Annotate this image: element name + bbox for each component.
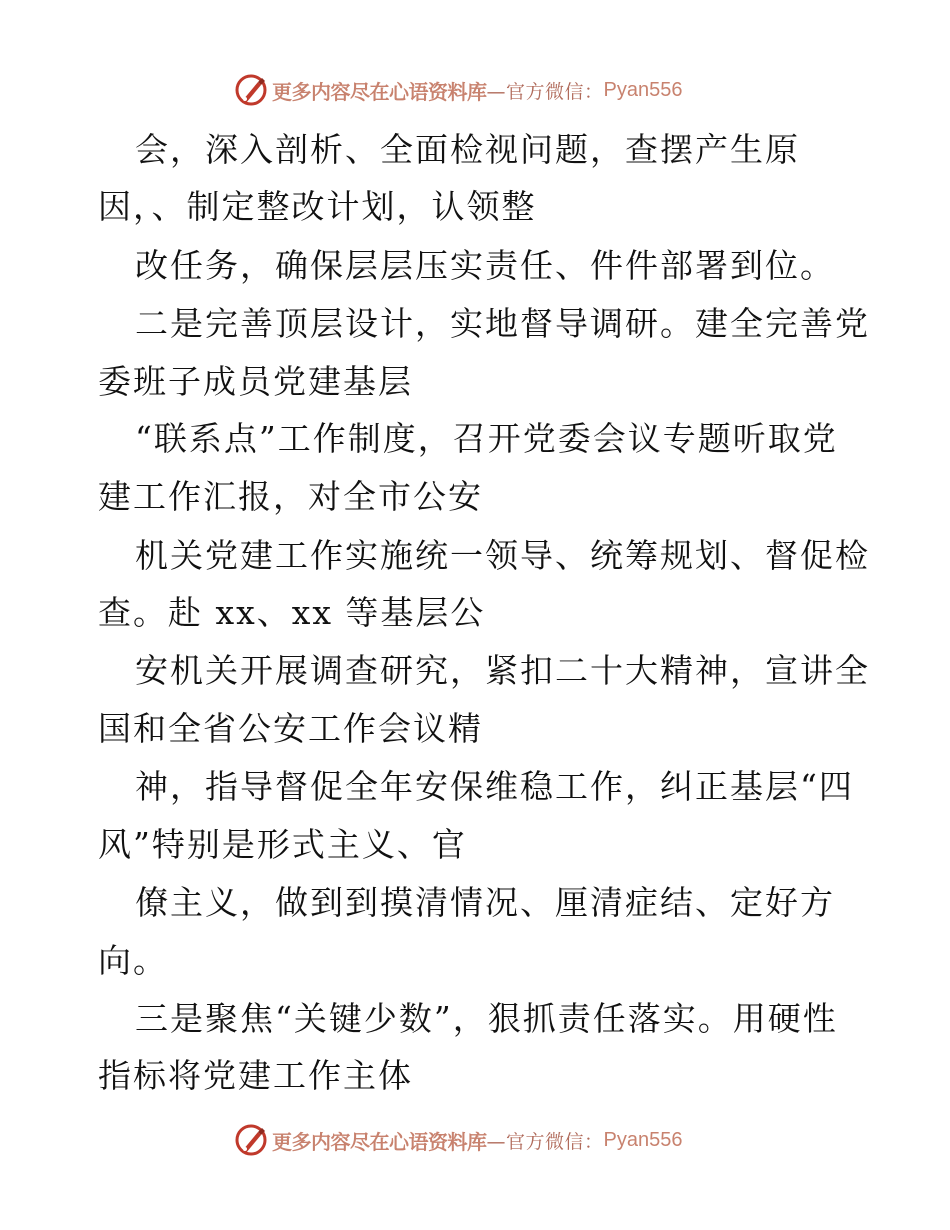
- body-line-5: 委班子成员党建基层: [98, 362, 413, 401]
- body-line-8: 机关党建工作实施统一领导、统筹规划、督促检: [135, 536, 870, 575]
- body-line-16: 三是聚焦“关键少数”，狠抓责任落实。用硬性: [135, 999, 838, 1038]
- body-line-6: “联系点”工作制度，召开党委会议专题听取党: [135, 419, 838, 458]
- body-line-7: 建工作汇报，对全市公安: [98, 477, 483, 516]
- body-line-9: 查。赴 xx、xx 等基层公: [98, 593, 486, 632]
- body-line-13: 风”特别是形式主义、官: [98, 825, 467, 864]
- body-line-17: 指标将党建工作主体: [98, 1056, 413, 1095]
- footer-banner-wechat-label: —官方微信：: [486, 1130, 604, 1153]
- body-line-12: 神，指导督促全年安保维稳工作，纠正基层“四: [135, 767, 854, 806]
- footer-watermark-banner: [234, 1123, 754, 1157]
- body-line-10: 安机关开展调查研究，紧扣二十大精神，宣讲全: [135, 651, 870, 690]
- pen-logo-icon: [234, 1123, 268, 1157]
- body-line-15: 向。: [98, 941, 168, 980]
- header-banner-wechat-label: —官方微信：: [486, 80, 604, 103]
- body-line-11: 国和全省公安工作会议精: [98, 709, 483, 748]
- pen-logo-icon: [234, 73, 268, 107]
- body-line-1: 会，深入剖析、全面检视问题，查摆产生原: [135, 130, 800, 169]
- body-line-14: 僚主义，做到到摸清情况、厘清症结、定好方: [135, 883, 835, 922]
- body-line-4: 二是完善顶层设计，实地督导调研。建全完善党: [135, 304, 870, 343]
- header-watermark-banner: [234, 73, 754, 107]
- footer-banner-wechat-id: Pyan556: [603, 1128, 683, 1151]
- footer-banner-text: 更多内容尽在心语资料库: [272, 1129, 487, 1154]
- header-banner-text: 更多内容尽在心语资料库: [272, 79, 487, 104]
- body-line-3: 改任务，确保层层压实责任、件件部署到位。: [135, 246, 835, 285]
- header-banner-wechat-id: Pyan556: [603, 78, 683, 101]
- body-line-2: 因，、制定整改计划，认领整: [98, 187, 537, 226]
